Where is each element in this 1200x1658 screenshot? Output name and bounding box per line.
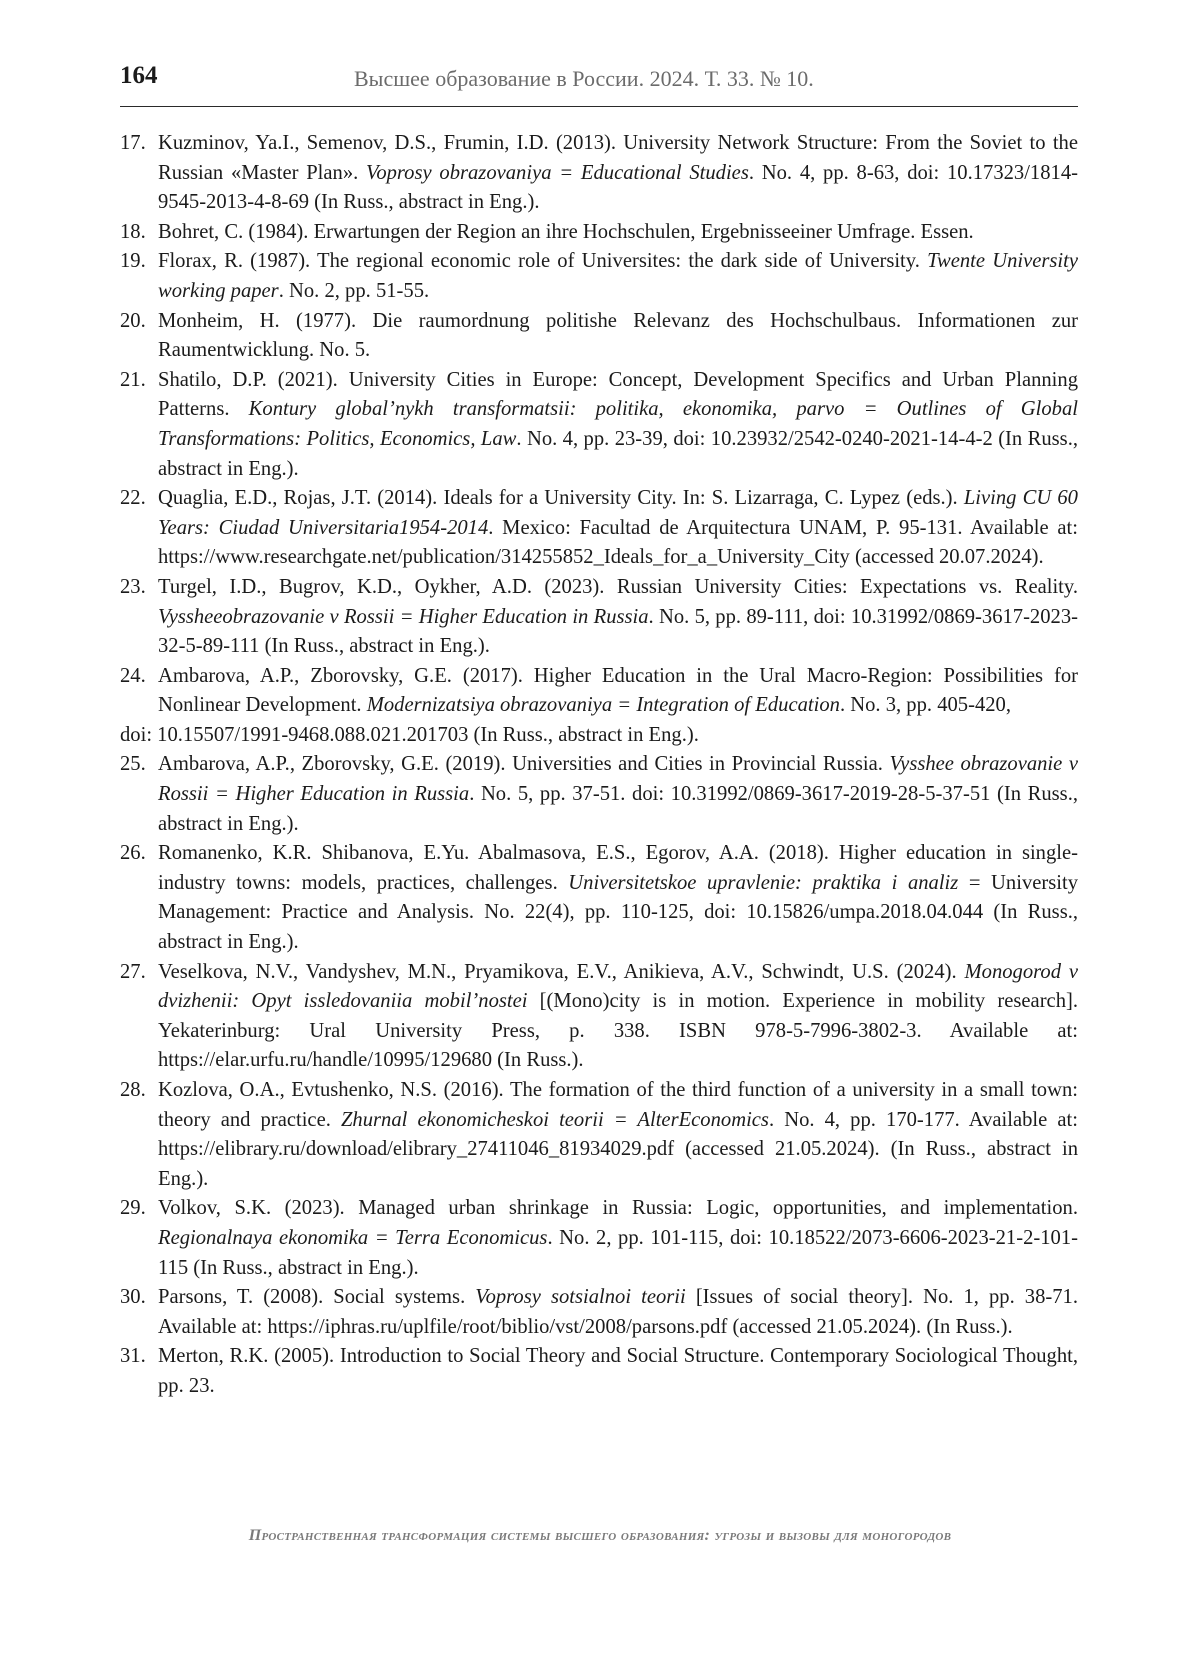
reference-segment: Ambarova, A.P., Zborovsky, G.E. (2019). Universities and Cities in Provincial Russia. <box>158 753 890 776</box>
reference-segment: Quaglia, E.D., Rojas, J.T. (2014). Ideals for a University City. In: S. Lizarraga, C. Lypez (eds.). <box>158 487 964 510</box>
reference-number: 25. <box>120 753 146 776</box>
reference-item <box>120 129 1078 218</box>
reference-item <box>120 307 1078 366</box>
reference-item <box>120 484 1078 573</box>
reference-segment: Kozlova, O.A., Evtushenko, N.S. (2016). The formation of the third function of a university in a small town: theory and practice. <box>158 1079 1078 1131</box>
reference-segment: Merton, R.K. (2005). Introduction to Social Theory and Social Structure. Contemporary Sociological Thought, pp. 23. <box>158 1345 1078 1397</box>
reference-text <box>158 307 1078 366</box>
reference-number: 20. <box>120 309 146 332</box>
reference-number: 24. <box>120 664 146 687</box>
reference-text <box>158 1076 1078 1194</box>
reference-item <box>120 839 1078 957</box>
reference-segment: . No. 4, pp. 170-177. Available at: https://elibrary.ru/download/elibrary_27411046_81934029.pdf (accessed 21.05.2024). (In Russ., abstract in Eng.). <box>158 1108 1078 1190</box>
reference-segment: Florax, R. (1987). The regional economic role of Universites: the dark side of University. <box>158 250 928 273</box>
reference-segment: . No. 3, pp. 405-420, <box>839 694 1011 717</box>
reference-source-title: Universitetskoe upravlenie: praktika i analiz <box>568 871 959 894</box>
reference-number: 23. <box>120 575 146 598</box>
reference-segment: . Mexico: Facultad de Arquitectura UNAM, P. 95-131. Available at: https://www.researchgate.net/publication/314255852_Ideals_for_a_University_City (accessed 20.07.2024). <box>158 516 1078 569</box>
reference-source-title: Voprosy obrazovaniya = Educational Studies <box>366 161 749 184</box>
reference-number: 30. <box>120 1286 146 1309</box>
reference-segment: . No. 5, pp. 37-51. doi: 10.31992/0869-3617-2019-28-5-37-51 (In Russ., abstract in Eng.). <box>158 783 1078 835</box>
reference-item <box>120 721 1078 751</box>
reference-source-title: Modernizatsiya obrazovaniya = Integration of Education <box>366 694 840 717</box>
journal-title: Высшее образование в России. 2024. Т. 33. № 10. <box>354 66 814 91</box>
reference-segment: Monheim, H. (1977). Die raumordnung politishe Relevanz des Hochschulbaus. Informationen zur Raumentwicklung. No. 5. <box>158 309 1078 362</box>
reference-source-title: Regionalnaya ekonomika = Terra Economicus <box>158 1226 548 1249</box>
reference-item <box>120 1076 1078 1194</box>
reference-number: 19. <box>120 250 146 273</box>
reference-segment: Romanenko, K.R. Shibanova, E.Yu. Abalmasova, E.S., Egorov, A.A. (2018). Higher education in single-industry towns: models, practices, challenges. <box>158 842 1078 894</box>
reference-item <box>120 573 1078 662</box>
reference-segment: . No. 4, pp. 23-39, doi: 10.23932/2542-0240-2021-14-4-2 (In Russ., abstract in Eng.). <box>158 427 1078 480</box>
reference-segment: Parsons, T. (2008). Social systems. <box>158 1286 476 1309</box>
reference-item <box>120 366 1078 484</box>
reference-text <box>158 484 1078 573</box>
reference-segment: doi: 10.15507/1991-9468.088.021.201703 (In Russ., abstract in Eng.). <box>120 723 699 746</box>
reference-number: 29. <box>120 1197 146 1220</box>
reference-number: 21. <box>120 368 146 391</box>
reference-segment: Bohret, C. (1984). Erwartungen der Region an ihre Hochschulen, Ergebnisseeiner Umfrage. Essen. <box>158 220 974 243</box>
reference-source-title: Twente University working paper <box>158 250 1078 302</box>
reference-segment: Veselkova, N.V., Vandyshev, M.N., Pryamikova, E.V., Anikieva, A.V., Schwindt, U.S. (2024). <box>158 960 965 983</box>
reference-source-title: Voprosy sotsialnoi teorii <box>475 1286 686 1309</box>
reference-item <box>120 1283 1078 1342</box>
reference-source-title: Vyssheeobrazovanie v Rossii = Higher Education in Russia <box>158 605 649 628</box>
reference-segment: Ambarova, A.P., Zborovsky, G.E. (2017). Higher Education in the Ural Macro-Region: Possibilities for Nonlinear Development. <box>158 664 1078 717</box>
reference-text <box>158 366 1078 484</box>
reference-source-title: Kontury global’nykh transformatsii: politika, ekonomika, parvo = Outlines of Global Transformations: Politics, Economics, Law <box>158 398 1078 450</box>
reference-source-title: Vysshee obrazovanie v Rossii = Higher Education in Russia <box>158 753 1078 806</box>
reference-number: 18. <box>120 220 146 243</box>
reference-list <box>120 129 1078 1402</box>
reference-segment: [Issues of social theory]. No. 1, pp. 38-71. Available at: https://iphras.ru/uplfile/root/biblio/vst/2008/parsons.pdf (accessed 21.05.2024). (In Russ.). <box>158 1286 1079 1338</box>
reference-segment: Shatilo, D.P. (2021). University Cities in Europe: Concept, Development Specifics and Urban Planning Patterns. <box>158 368 1078 421</box>
reference-segment: Kuzminov, Ya.I., Semenov, D.S., Frumin, I.D. (2013). University Network Structure: From the Soviet to the Russian «Master Plan». <box>158 132 1078 184</box>
reference-number: 26. <box>120 842 146 865</box>
reference-source-title: Living CU 60 Years: Ciudad Universitaria1954-2014 <box>158 487 1078 539</box>
reference-text <box>158 247 1078 306</box>
reference-text <box>158 1283 1078 1342</box>
reference-text <box>158 662 1078 721</box>
reference-text <box>158 839 1078 957</box>
reference-item <box>120 247 1078 306</box>
reference-text <box>158 573 1078 662</box>
reference-source-title: Monogorod v dvizhenii: Opyt issledovaniia mobil’nostei <box>158 960 1078 1013</box>
reference-segment: [(Mono)city is in motion. Experience in mobility research]. Yekaterinburg: Ural University Press, p. 338. ISBN 978-5-7996-3802-3. Available at: https://elar.urfu.ru/handle/10995/129680 (In Russ.). <box>158 990 1079 1072</box>
reference-text <box>158 750 1078 839</box>
reference-segment: = University Management: Practice and Analysis. No. 22(4), pp. 110-125, doi: 10.15826/umpa.2018.04.044 (In Russ., abstract in Eng.). <box>158 871 1078 954</box>
reference-item <box>120 958 1078 1076</box>
reference-text <box>120 721 1078 751</box>
reference-item <box>120 1342 1078 1401</box>
reference-text <box>158 1342 1078 1401</box>
reference-number: 22. <box>120 487 146 510</box>
reference-number: 28. <box>120 1079 146 1101</box>
reference-segment: Turgel, I.D., Bugrov, K.D., Oykher, A.D. (2023). Russian University Cities: Expectations vs. Reality. <box>158 575 1078 598</box>
reference-segment: Volkov, S.K. (2023). Managed urban shrinkage in Russia: Logic, opportunities, and implementation. <box>158 1197 1078 1220</box>
reference-text <box>158 1194 1078 1283</box>
reference-number: 31. <box>120 1345 146 1368</box>
reference-number: 27. <box>120 960 146 983</box>
reference-number: 17. <box>120 132 146 154</box>
reference-segment: . No. 5, pp. 89-111, doi: 10.31992/0869-3617-2023-32-5-89-111 (In Russ., abstract in Eng.). <box>158 605 1078 658</box>
reference-segment: . No. 4, pp. 8-63, doi: 10.17323/1814-9545-2013-4-8-69 (In Russ., abstract in Eng.). <box>158 161 1078 214</box>
reference-item <box>120 218 1078 248</box>
reference-segment: . No. 2, pp. 51-55. <box>278 279 430 302</box>
running-title: Пространственная трансформация системы высшего образования: угрозы и вызовы для моногородов <box>248 1527 952 1544</box>
reference-text <box>158 218 1078 248</box>
reference-item <box>120 1194 1078 1283</box>
reference-source-title: Zhurnal ekonomicheskoi teorii = AlterEconomics <box>340 1108 769 1131</box>
reference-segment: . No. 2, pp. 101-115, doi: 10.18522/2073-6606-2023-21-2-101-115 (In Russ., abstract in Eng.). <box>158 1226 1078 1279</box>
reference-item <box>120 750 1078 839</box>
reference-text <box>158 958 1078 1076</box>
reference-item <box>120 662 1078 721</box>
page-header <box>120 58 1078 107</box>
reference-text <box>158 129 1078 218</box>
page-number: 164 <box>120 62 158 89</box>
